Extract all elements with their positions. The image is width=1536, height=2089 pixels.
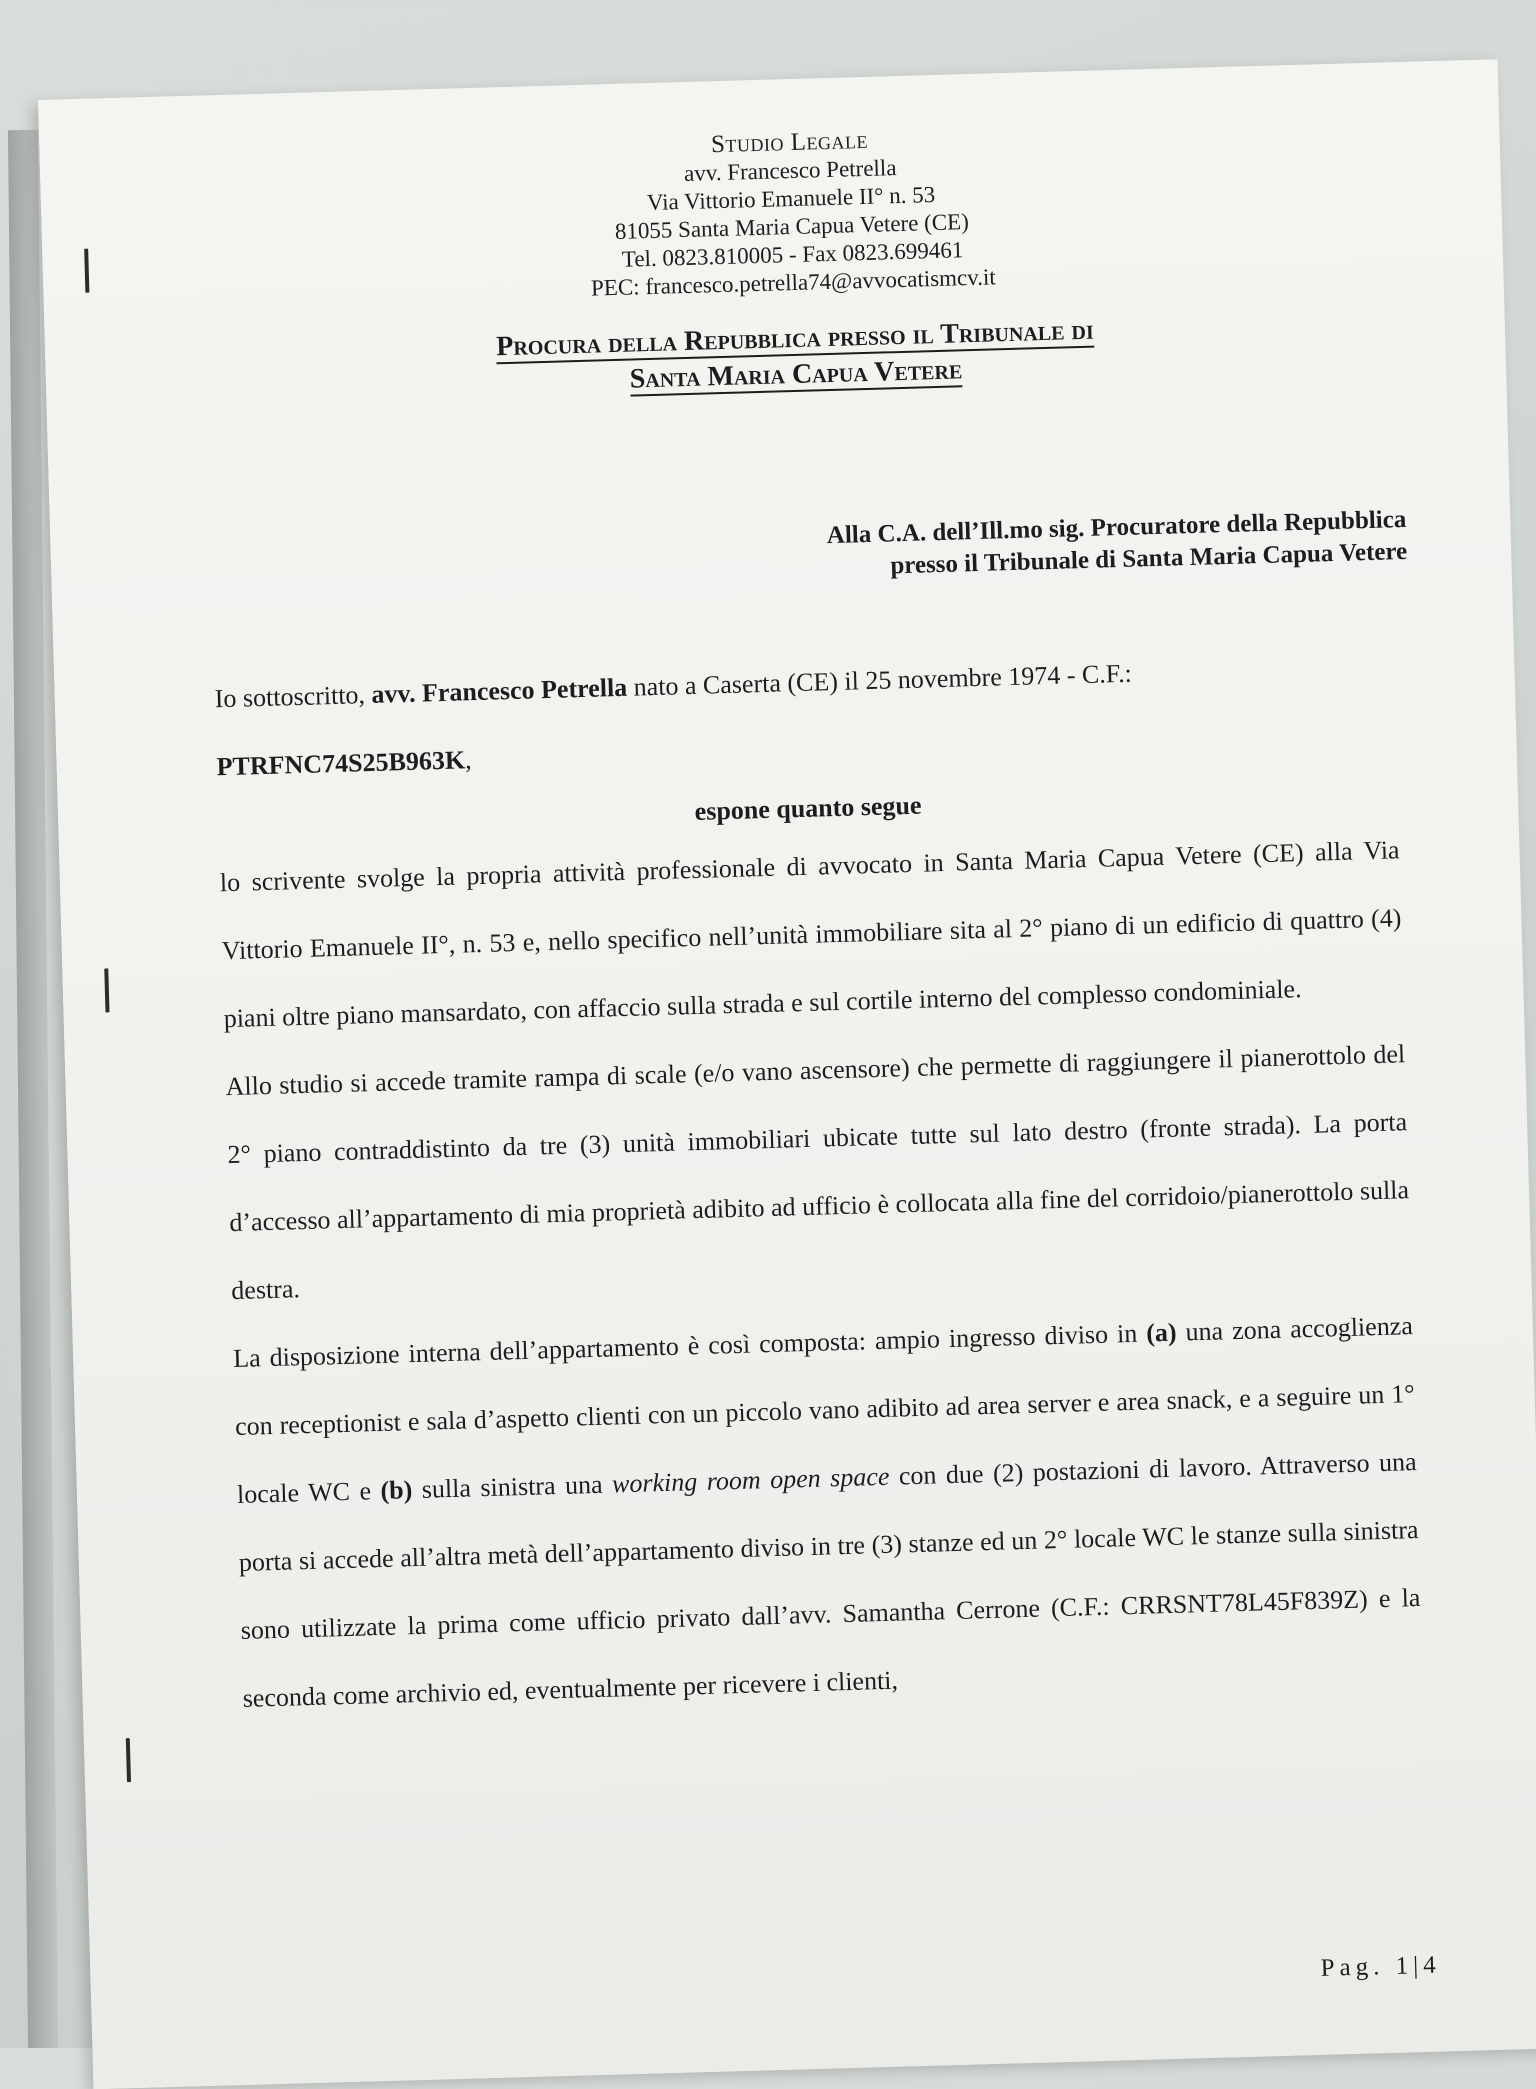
addressee-office-line2: Santa Maria Capua Vetere bbox=[629, 354, 963, 395]
lawyer-name: avv. Francesco Petrella bbox=[683, 155, 897, 186]
paragraph-office-layout bbox=[232, 1292, 1423, 1733]
layout-label-b: (b) bbox=[380, 1475, 413, 1505]
section-heading: espone quanto segue bbox=[694, 790, 922, 826]
page-content bbox=[198, 63, 1441, 1982]
intro-name: avv. Francesco Petrella bbox=[371, 672, 628, 709]
binder-hole-mark bbox=[84, 249, 89, 293]
studio-name: Studio Legale bbox=[710, 126, 869, 159]
recipient-line2: presso il Tribunale di Santa Maria Capua Vetere bbox=[889, 537, 1408, 580]
addressee-office bbox=[205, 304, 1387, 409]
layout-text-1: La disposizione interna dell’appartamento è così composta: ampio ingresso diviso in bbox=[232, 1318, 1138, 1374]
office-phone: Tel. 0823.810005 - Fax 0823.699461 bbox=[621, 237, 964, 272]
office-city: 81055 Santa Maria Capua Vetere (CE) bbox=[614, 209, 970, 244]
binder-hole-mark bbox=[104, 968, 109, 1012]
paragraph-office-access: Allo studio si accede tramite rampa di scale (e/o vano ascensore) che permette di raggiungere il pianerottolo del 2° piano contraddistinto da tre (3) unità immobiliari ubicate tutte sul lato destro (fronte strada). La porta d’accesso all’appartamento di mia proprietà adibito ad ufficio è collocata alla fine del corridoio/pianerottolo sulla destra. bbox=[225, 1039, 1410, 1306]
letterhead bbox=[199, 113, 1383, 314]
intro-fiscal-code: PTRFNC74S25B963K bbox=[216, 745, 466, 782]
document-page bbox=[38, 59, 1536, 2089]
binder-hole-mark bbox=[126, 1738, 131, 1782]
layout-label-a: (a) bbox=[1145, 1317, 1177, 1348]
intro-fiscal-code-suffix: , bbox=[464, 745, 472, 775]
intro-birth-details: nato a Caserta (CE) il 25 novembre 1974 - C.F.: bbox=[633, 658, 1133, 702]
office-address: Via Vittorio Emanuele II° n. 53 bbox=[646, 181, 936, 216]
document-body bbox=[214, 632, 1423, 1733]
recipient-line1: Alla C.A. dell’Ill.mo sig. Procuratore della Repubblica bbox=[826, 505, 1407, 550]
layout-italic-term: working room open space bbox=[611, 1461, 890, 1499]
addressee-office-line1: Procura della Repubblica presso il Tribunale di bbox=[495, 314, 1095, 363]
office-pec: PEC: francesco.petrella74@avvocatismcv.it bbox=[590, 264, 997, 301]
page-number: Pag. 1|4 bbox=[1320, 1951, 1441, 1982]
layout-text-2: una zona accoglienza con receptionist e sala d’aspetto clienti con un piccolo vano adibito ad area server e area snack, e a seguire un 1° locale WC e bbox=[234, 1311, 1416, 1509]
intro-prefix: Io sottoscritto, bbox=[214, 680, 366, 714]
layout-text-3: sulla sinistra una bbox=[421, 1469, 603, 1504]
layout-text-4: con due (2) postazioni di lavoro. Attraverso una porta si accede all’altra metà dell’appartamento diviso in tre (3) stanze ed un 2° locale WC le stanze sulla sinistra sono utilizzate la prima come ufficio privato dall’avv. Samantha Cerrone (C.F.: CRRSNT78L45F839Z) e la seconda come archivio ed, eventualmente per ricevere i clienti, bbox=[238, 1447, 1421, 1713]
recipient-block bbox=[826, 504, 1407, 584]
paragraph-office-location: lo scrivente svolge la propria attività professionale di avvocato in Santa Maria Capua Vetere (CE) alla Via Vittorio Emanuele II°, n. 53 e, nello specifico nell’unità immobiliare sita al 2° piano di un edificio di quattro (4) piani oltre piano mansardato, con affaccio sulla strada e sul cortile interno del complesso condominiale. bbox=[219, 835, 1402, 1034]
